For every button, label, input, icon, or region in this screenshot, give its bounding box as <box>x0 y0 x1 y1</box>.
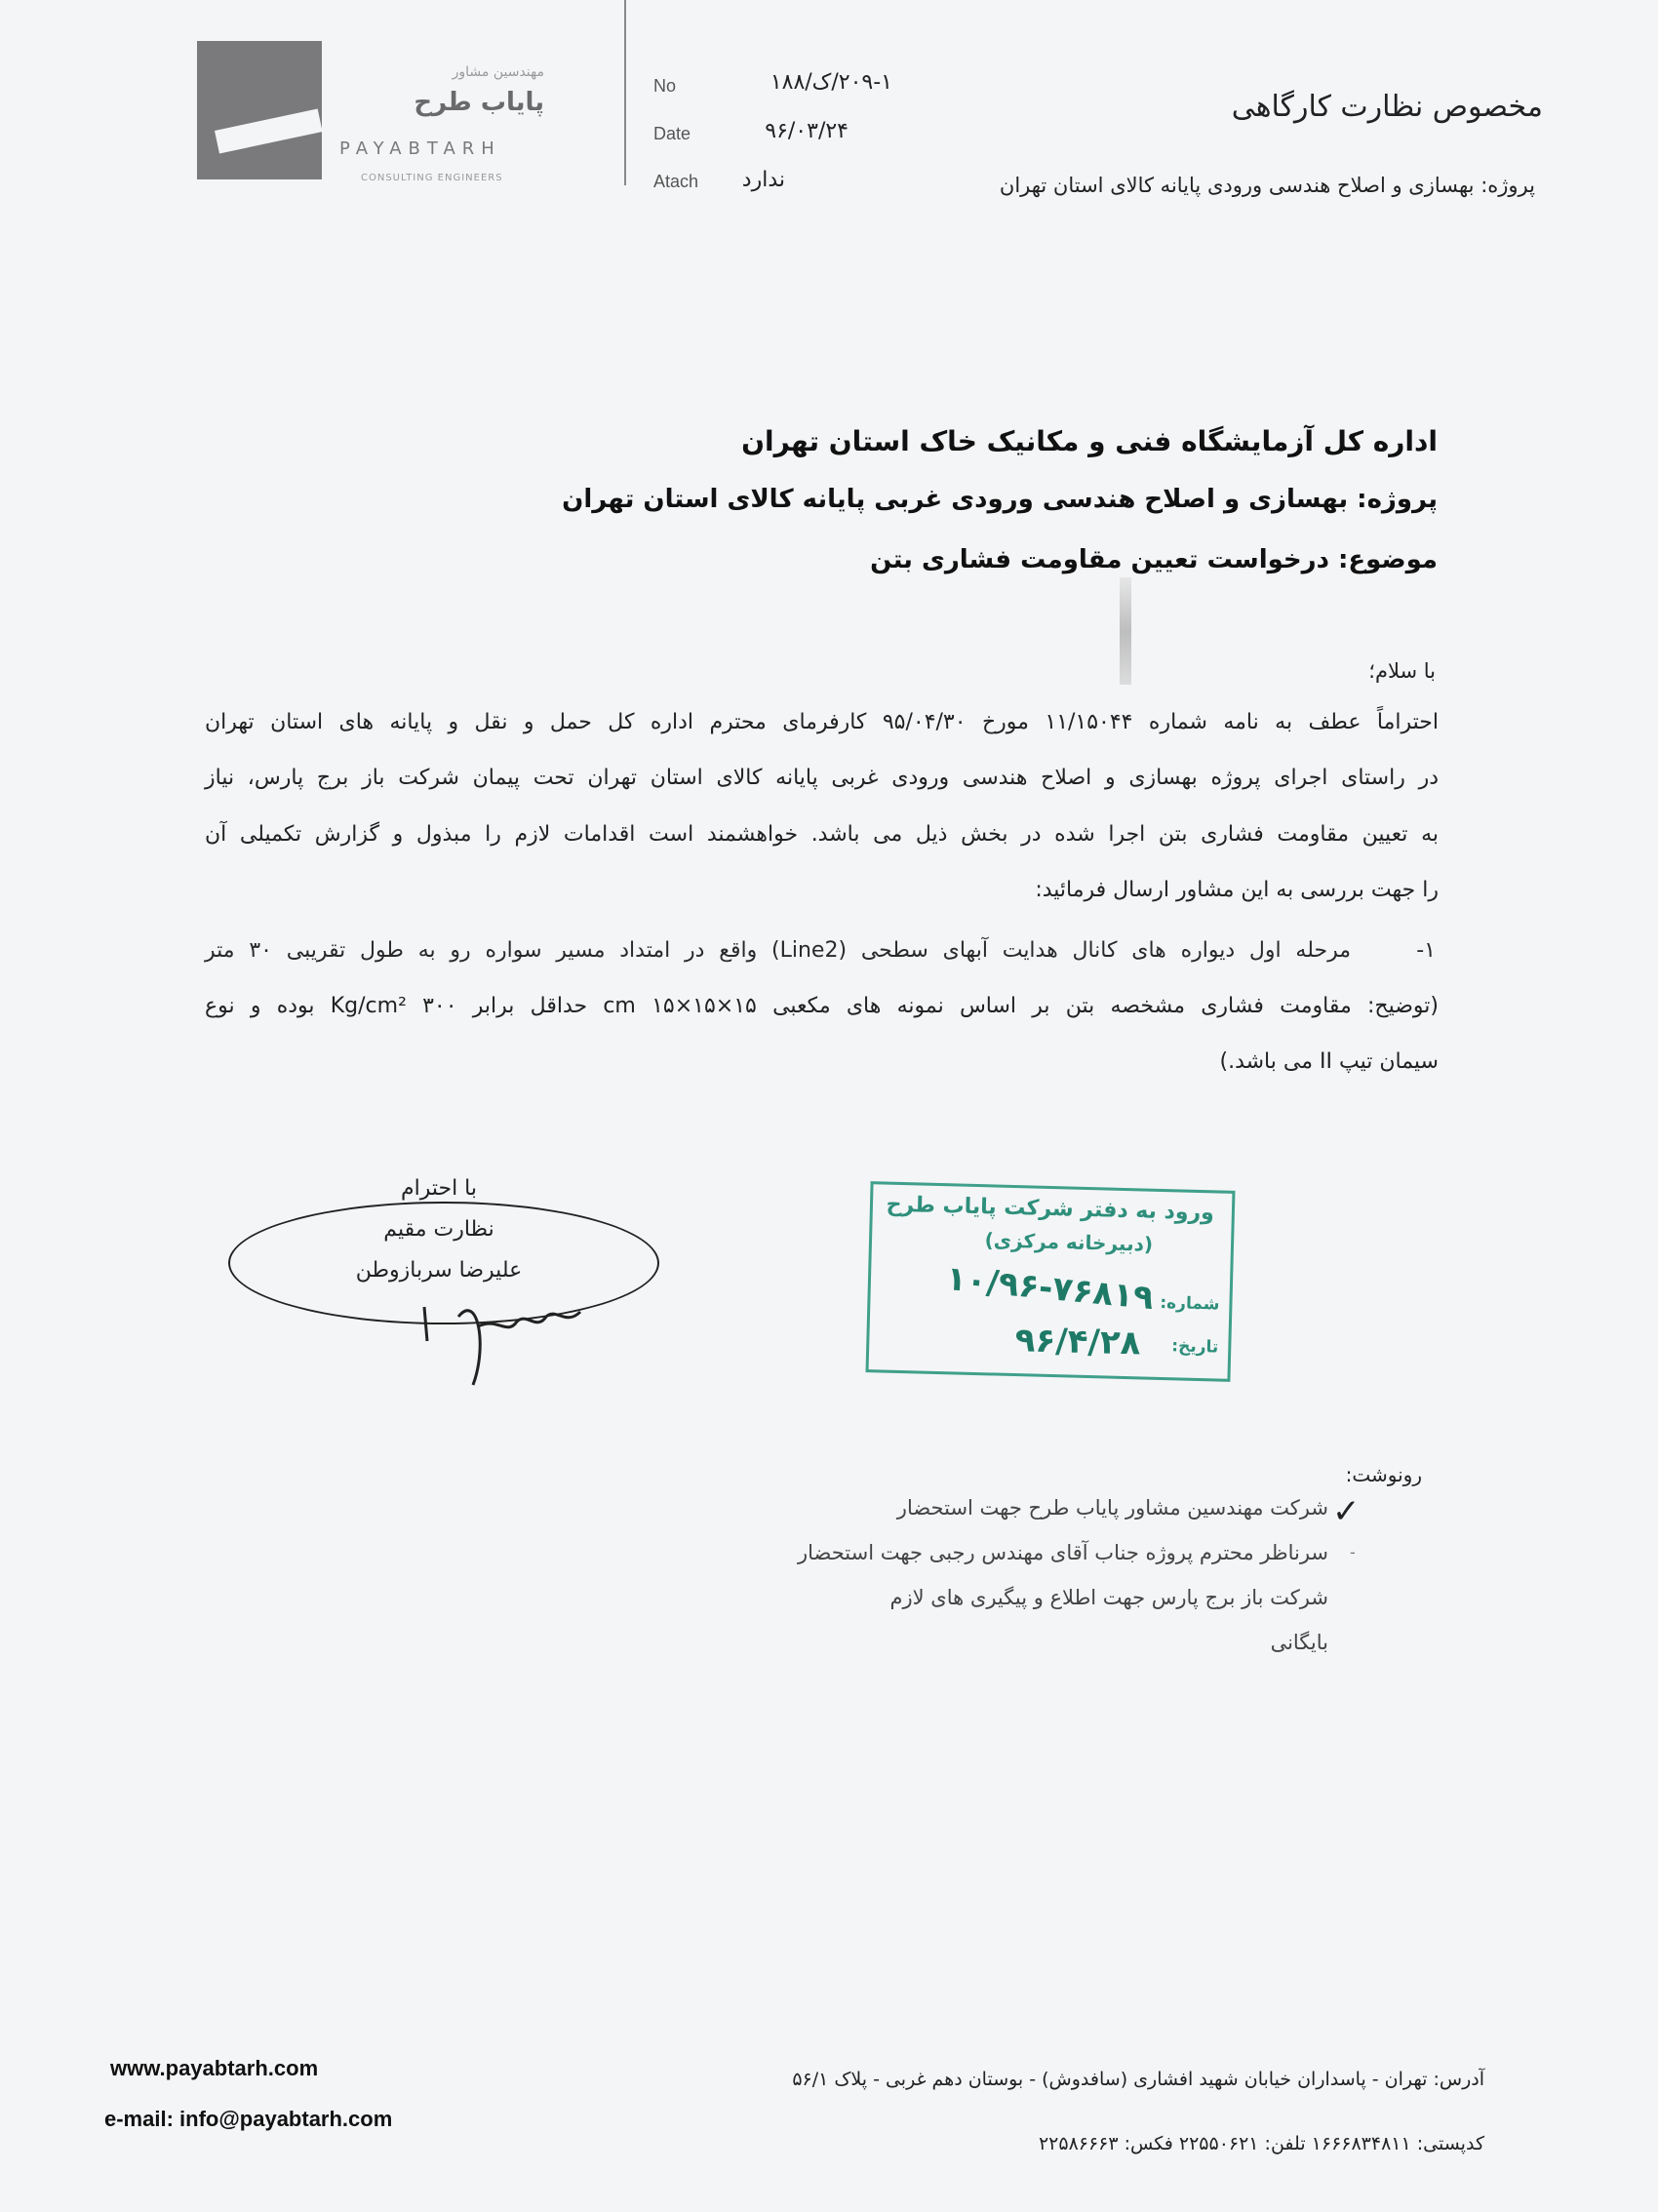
logo-text-fa: پاياب طرح <box>414 88 544 117</box>
signer-role: نظارت مقیم <box>383 1217 494 1242</box>
attach-label: Atach <box>653 172 699 191</box>
date-value: ۹۶/۰۳/۲۴ <box>765 119 849 143</box>
cc-item: شرکت باز برج پارس جهت اطلاع و پیگیری های لازم <box>889 1586 1328 1609</box>
scan-smudge <box>1120 577 1131 685</box>
date-label: Date <box>653 124 691 143</box>
item-number: ۱- <box>1416 938 1436 963</box>
logo-subtext: CONSULTING ENGINEERS <box>361 173 503 183</box>
cc-title: رونوشت: <box>1345 1463 1422 1486</box>
logo-text-en: PAYABTARH <box>339 138 501 159</box>
footer-address: آدرس: تهران - پاسداران خیابان شهید افشاری (سافدوش) - بوستان دهم غربی - پلاک ۵۶/۱ <box>792 2069 1484 2090</box>
stamp-date-label: تاریخ: <box>1171 1336 1219 1358</box>
greeting: با سلام؛ <box>1368 659 1436 683</box>
project-line: پروژه: بهسازی و اصلاح هندسی ورودی غربی پایانه کالای استان تهران <box>562 485 1438 514</box>
header-project: پروژه: بهسازی و اصلاح هندسی ورودی پایانه کالای استان تهران <box>999 174 1535 197</box>
cc-item: سرناظر محترم پروژه جناب آقای مهندس رجبی جهت استحضار <box>797 1541 1328 1564</box>
number-value: ۲۰۹-۱/ک/۱۸۸ <box>770 70 892 95</box>
paragraph-line: به تعیین مقاومت فشاری بتن اجرا شده در بخش ذیل می باشد. خواهشمند است اقدامات لازم را مبذول و گزارش تکمیلی آن <box>205 822 1439 847</box>
stamp-title: ورود به دفتر شرکت پایاب طرح <box>886 1192 1215 1226</box>
logo-stripe <box>215 109 323 154</box>
addressee: اداره کل آزمایشگاه فنی و مکانیک خاک استان تهران <box>741 425 1438 457</box>
attach-value: ندارد <box>741 168 785 192</box>
item-line: سیمان تیپ II می باشد.) <box>1219 1049 1439 1074</box>
paragraph-line: احتراماً عطف به نامه شماره ۱۱/۱۵۰۴۴ مورخ ۹۵/۰۴/۳۰ کارفرمای محترم اداره کل حمل و نقل و پایانه های استان تهران <box>205 710 1439 734</box>
footer-contact: کدپستی: ۱۶۶۶۸۳۴۸۱۱ تلفن: ۲۲۵۵۰۶۲۱ فکس: ۲۲۵۸۶۶۶۳ <box>1038 2133 1484 2154</box>
stamp-subtitle: (دبیرخانه مرکزی) <box>984 1228 1154 1256</box>
header-title: مخصوص نظارت کارگاهی <box>1231 90 1543 124</box>
footer-website[interactable]: www.payabtarh.com <box>110 2056 319 2080</box>
company-logo <box>197 41 322 179</box>
cc-item: شرکت مهندسین مشاور پایاب طرح جهت استحضار <box>896 1496 1328 1520</box>
logo-small-text: مهندسین مشاور <box>452 64 544 80</box>
footer-email[interactable]: e-mail: info@payabtarh.com <box>104 2107 393 2131</box>
number-label: No <box>653 76 677 96</box>
cc-item: بایگانی <box>1270 1631 1328 1654</box>
checkmark-icon: ✓ <box>1332 1492 1361 1531</box>
receipt-stamp <box>865 1181 1235 1382</box>
handwritten-signature <box>419 1287 595 1395</box>
stamp-number-label: شماره: <box>1160 1292 1220 1315</box>
stamp-number-value: ۱۰/۹۶-۷۶۸۱۹ <box>944 1258 1156 1319</box>
subject-line: موضوع: درخواست تعیین مقاومت فشاری بتن <box>870 545 1438 574</box>
signature-block <box>332 1168 546 1291</box>
paragraph-line: در راستای اجرای پروژه بهسازی و اصلاح هندسی ورودی غربی پایانه کالای استان تهران تحت پیمان شرکت باز برج پارس، نیاز <box>205 766 1439 790</box>
item-line: (توضیح: مقاومت فشاری مشخصه بتن بر اساس نمونه های مکعبی cm ۱۵×۱۵×۱۵ حداقل برابر Kg/cm² ۳۰۰ بوده و نوع <box>205 994 1439 1018</box>
header-divider <box>624 0 626 185</box>
cc-bullet-icon: - <box>1350 1543 1356 1561</box>
item-line: مرحله اول دیواره های کانال هدایت آبهای سطحی (Line2) واقع در امتداد مسیر سواره رو به طول تقریبی ۳۰ متر <box>205 938 1352 963</box>
stamp-date-value: ۹۶/۴/۲۸ <box>1014 1321 1141 1363</box>
closing-text: با احترام <box>400 1176 478 1201</box>
signer-name: علیرضا سربازوطن <box>355 1258 523 1283</box>
paragraph-line: را جهت بررسی به این مشاور ارسال فرمائید: <box>1035 878 1439 902</box>
